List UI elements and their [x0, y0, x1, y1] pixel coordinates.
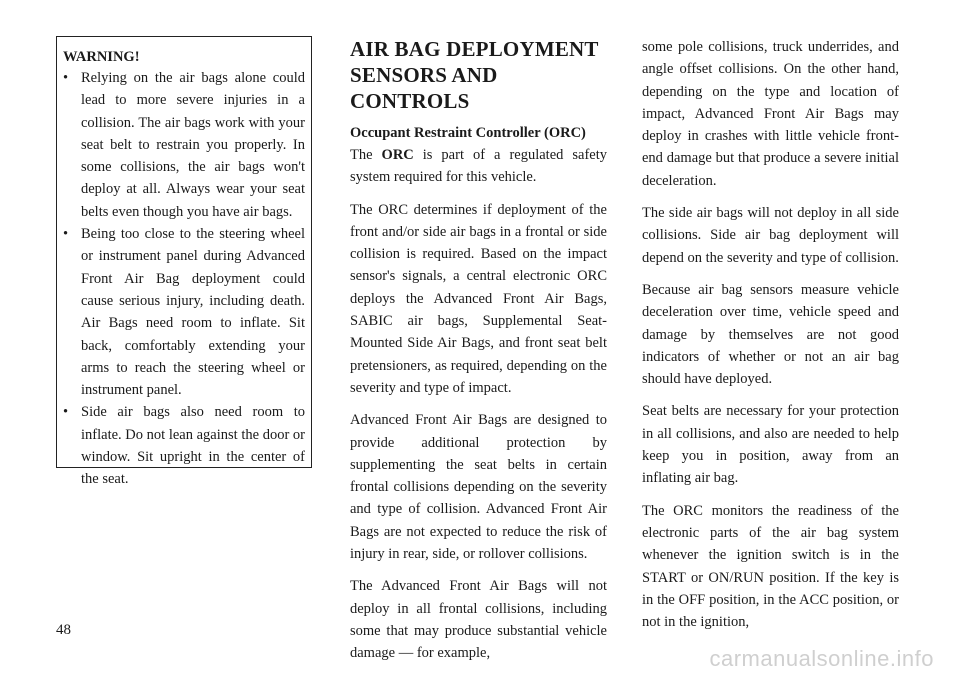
- paragraph: Advanced Front Air Bags are designed to provide additional protection by supplementing the seat belts in certain frontal collisions depending on the severity and type of collision. Advanced Front Air Bags are not expected to reduce the risk of injury in rear, side, or rollover collisions.: [350, 412, 607, 563]
- column-three: [642, 36, 899, 643]
- bullet-icon: •: [63, 70, 69, 86]
- paragraph: Seat belts are necessary for your protection in all collisions, and also are needed to help keep you in position, away from an inflating air bag.: [642, 403, 899, 487]
- warning-list: [63, 67, 305, 491]
- subsection-title: Occupant Restraint Controller (ORC): [350, 125, 586, 141]
- warning-title: WARNING!: [63, 49, 140, 65]
- paragraph: The ORC monitors the readiness of the electronic parts of the air bag system whenever the ignition switch is in the START or ON/RUN position. If the key is in the OFF position, in the ACC position, or not in the ignition,: [642, 502, 899, 631]
- warning-item: • Being too close to the steering wheel or instrument panel during Advanced Front Air Bag deployment could cause serious injury, including death. Air Bags need room to inflate. Sit back, comfortably extending your arms to reach the steering wheel or instrument panel.: [63, 223, 305, 401]
- paragraph: The side air bags will not deploy in all side collisions. Side air bag deployment will depend on the severity and type of collision.: [642, 205, 899, 266]
- warning-item: • Relying on the air bags alone could lead to more severe injuries in a collision. The air bags work with your seat belt to restrain you properly. In some collisions, the air bags won't deploy at all. Always wear your seat belts even though you have air bags.: [63, 67, 305, 223]
- watermark: carmanualsonline.info: [709, 646, 934, 671]
- bullet-icon: •: [63, 404, 69, 421]
- section-title: AIR BAG DEPLOYMENT SENSORS AND CONTROLS: [350, 37, 599, 113]
- page-number: 48: [56, 622, 71, 638]
- paragraph: The ORC is part of a regulated safety system required for this vehicle.: [350, 147, 608, 186]
- paragraph: Because air bag sensors measure vehicle deceleration over time, vehicle speed and damage by themselves are not good indicators of whether or not an air bag should have deployed.: [642, 281, 899, 388]
- bullet-icon: •: [63, 226, 69, 243]
- paragraph: some pole collisions, truck underrides, and angle offset collisions. On the other hand, depending on the type and location of impact, Advanced Front Air Bags may deploy in crashes with little vehicle front-end damage but that produce a severe initial deceleration.: [642, 39, 899, 189]
- paragraph: The ORC determines if deployment of the front and/or side air bags in a frontal or side collision is required. Based on the impact sensor's signals, a central electronic ORC deploys the Advanced Front Air Bags, SABIC air bags, Supplemental Seat-Mounted Side Air Bags, and front seat belt pretensioners, as required, depending on the severity and type of impact.: [350, 201, 607, 396]
- warning-box: [56, 36, 312, 488]
- column-two: [350, 36, 607, 675]
- paragraph: The Advanced Front Air Bags will not deploy in all frontal collisions, including some that may produce substantial vehicle damage — for example,: [350, 578, 607, 662]
- warning-item: • Side air bags also need room to inflate. Do not lean against the door or window. Sit upright in the center of the seat.: [63, 401, 305, 490]
